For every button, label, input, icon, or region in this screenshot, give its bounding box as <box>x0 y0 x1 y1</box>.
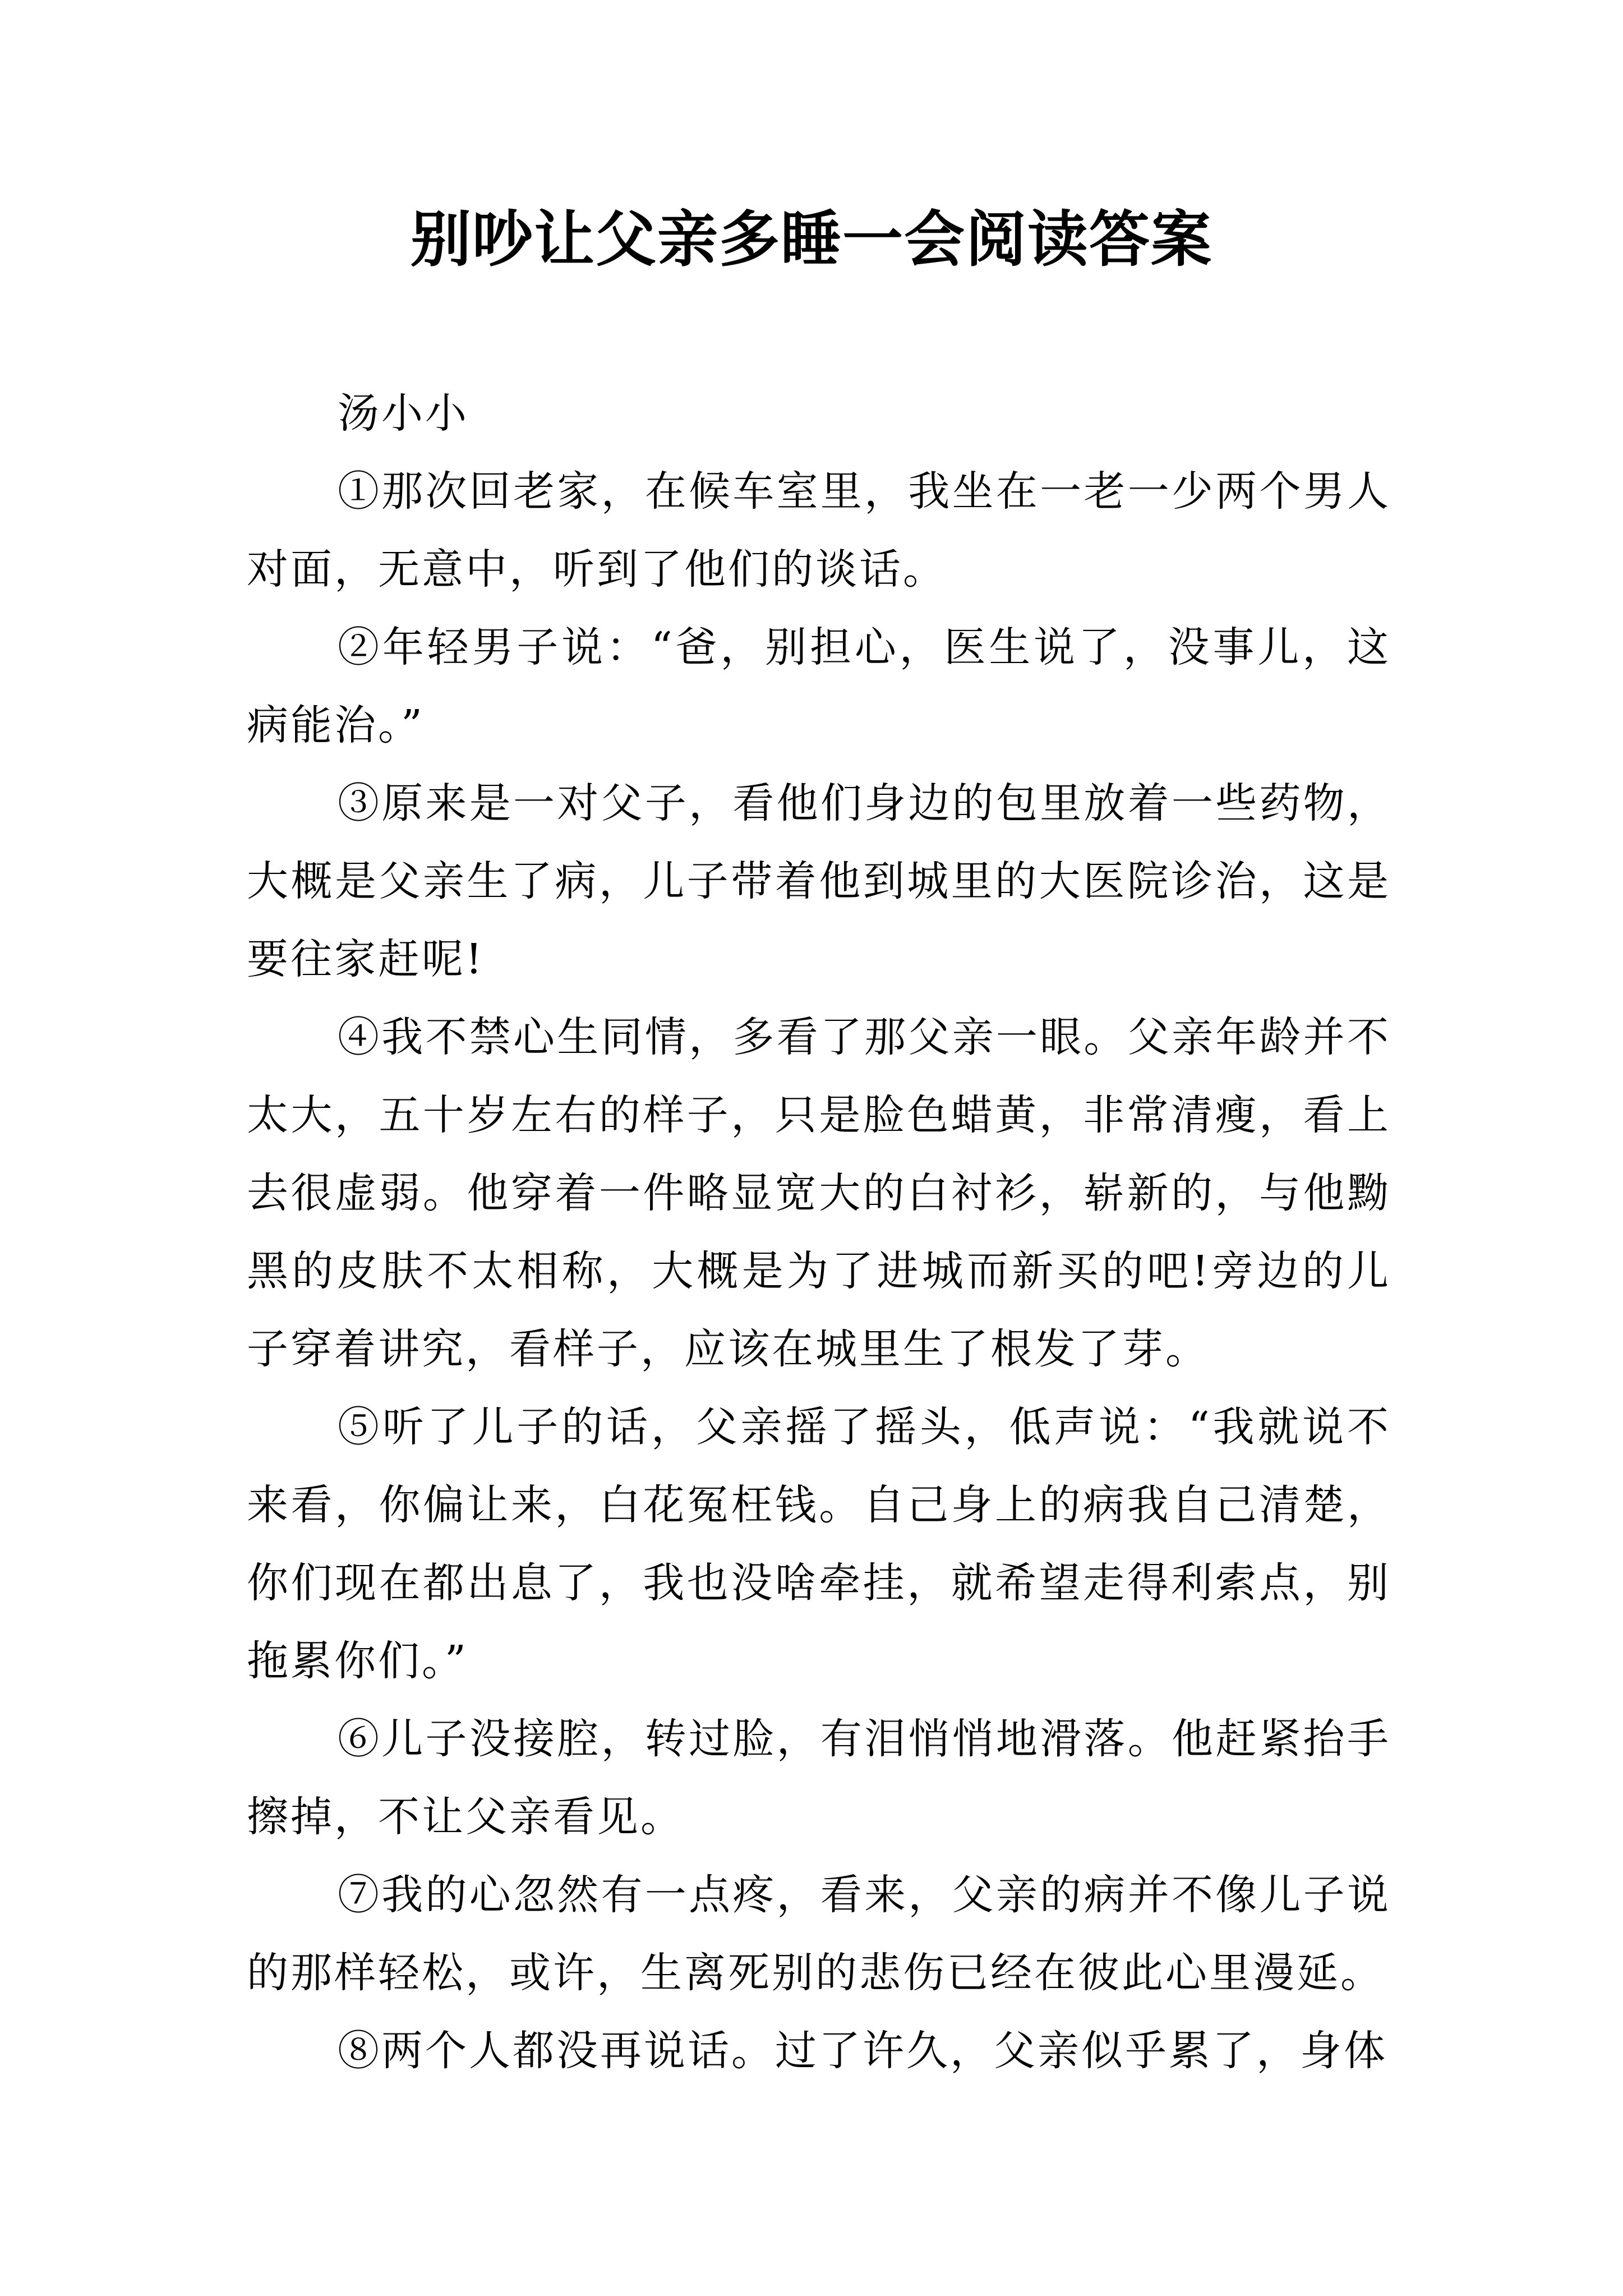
page-title: 别吵让父亲多睡一会阅读答案 <box>410 204 1212 275</box>
paragraph-6: ⑥儿子没接腔，转过脸，有泪悄悄地滑落。他赶紧抬手擦掉，不让父亲看见。 <box>247 1715 1391 1841</box>
paragraph-1: ①那次回老家，在候车室里，我坐在一老一少两个男人对面，无意中，听到了他们的谈话。 <box>247 467 1391 593</box>
paragraph-7: ⑦我的心忽然有一点疼，看来，父亲的病并不像儿子说的那样轻松，或许，生离死别的悲伤已经在彼此心里漫延。 <box>247 1871 1391 1997</box>
article-body <box>247 375 1391 2090</box>
paragraph-3: ③原来是一对父子，看他们身边的包里放着一些药物，大概是父亲生了病，儿子带着他到城里的大医院诊治，这是要往家赶呢! <box>247 779 1391 983</box>
paragraph-8: ⑧两个人都没再说话。过了许久，父亲似乎累了，身体 <box>338 2027 1387 2075</box>
author-line: 汤小小 <box>338 389 469 438</box>
paragraph-2: ②年轻男子说：“爸，别担心，医生说了，没事儿，这病能治。” <box>247 623 1391 749</box>
paragraph-5: ⑤听了儿子的话，父亲摇了摇头，低声说：“我就说不来看，你偏让来，白花冤枉钱。自己身上的病我自己清楚，你们现在都出息了，我也没啥牵挂，就希望走得利索点，别拖累你们。” <box>247 1403 1391 1685</box>
paragraph-4: ④我不禁心生同情，多看了那父亲一眼。父亲年龄并不太大，五十岁左右的样子，只是脸色蜡黄，非常清瘦，看上去很虚弱。他穿着一件略显宽大的白衬衫，崭新的，与他黝黑的皮肤不太相称，大概是为了进城而新买的吧!旁边的儿子穿着讲究，看样子，应该在城里生了根发了芽。 <box>247 1013 1391 1373</box>
